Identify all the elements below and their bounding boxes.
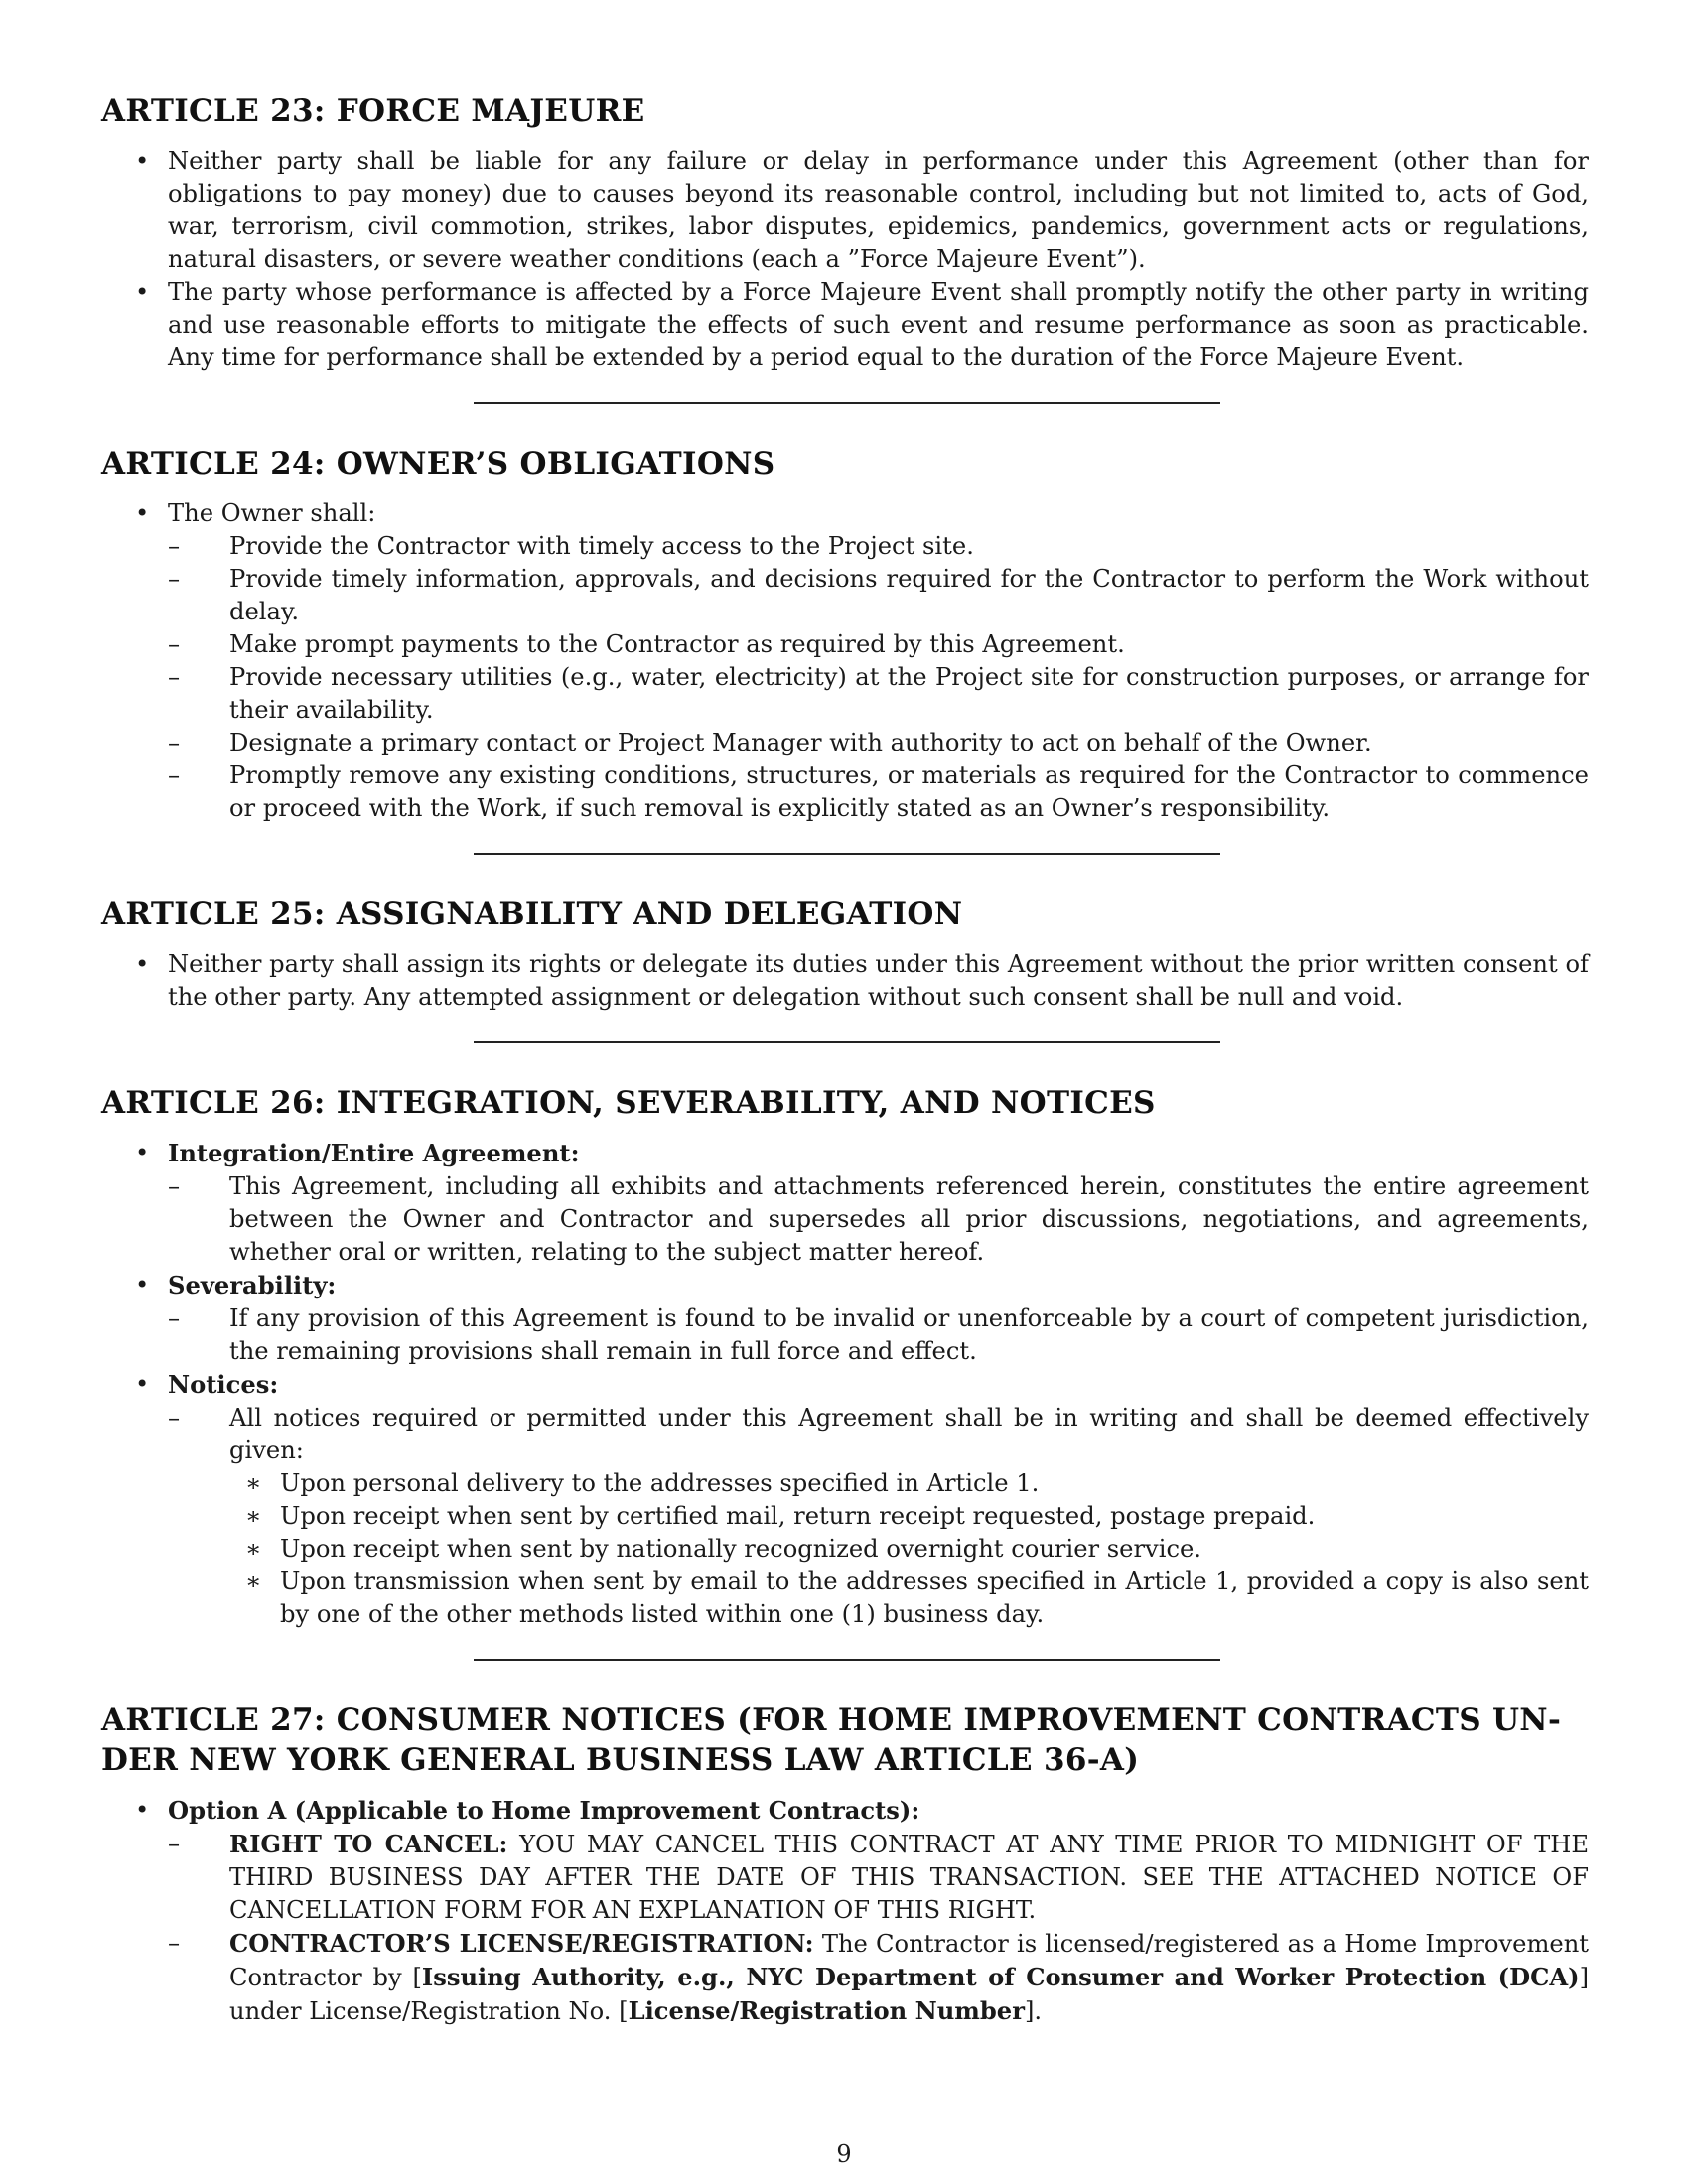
- dash-marker: –: [168, 1304, 181, 1332]
- list-item: [101, 1368, 1589, 1631]
- list-item: [229, 1467, 1589, 1500]
- item-text: Provide necessary utilities (e.g., water, electricity) at the Project site for construction purposes, or arrange for their availability.: [229, 663, 1589, 724]
- license-text-1: The Contractor is licensed/registered as a Home Improvement Contractor by [: [229, 1930, 1590, 1991]
- notices-list: [168, 1402, 1589, 1631]
- asterisk-marker: ∗: [245, 1469, 262, 1497]
- item-text: This Agreement, including all exhibits and attachments referenced herein, constitutes the entire agreement between the Owner and Contractor and supersedes all prior discussions, negotiations, and agreements, whether oral or written, relating to the subject matter hereof.: [229, 1172, 1589, 1266]
- list-item: [229, 1500, 1589, 1533]
- list-item: [168, 1927, 1589, 2028]
- item-text: Provide the Contractor with timely access to the Project site.: [229, 532, 974, 560]
- article-25-list: [101, 948, 1589, 1014]
- list-item: [168, 628, 1589, 661]
- article-27-list: [101, 1794, 1589, 2028]
- list-item: [101, 1794, 1589, 2028]
- list-item: [168, 661, 1589, 727]
- bullet-marker: •: [135, 1139, 150, 1166]
- article-25: [101, 894, 1589, 1014]
- list-item: [101, 1269, 1589, 1368]
- list-item: [229, 1566, 1589, 1631]
- list-item: [168, 1170, 1589, 1269]
- license-label: CONTRACTOR’S LICENSE/REGISTRATION:: [229, 1929, 814, 1958]
- item-text: The Owner shall:: [168, 499, 376, 527]
- asterisk-marker: ∗: [245, 1568, 262, 1595]
- license-text-3: ].: [1024, 1997, 1043, 2025]
- item-text: All notices required or permitted under this Agreement shall be in writing and shall be deemed effectively given:: [229, 1404, 1589, 1464]
- item-text: Make prompt payments to the Contractor as required by this Agreement.: [229, 630, 1125, 658]
- item-text: If any provision of this Agreement is found to be invalid or unenforceable by a court of competent jurisdiction, the remaining provisions shall remain in full force and effect.: [229, 1304, 1589, 1365]
- bullet-marker: •: [135, 499, 150, 527]
- notice-methods-list: [229, 1467, 1589, 1631]
- article-23-list: [101, 145, 1589, 374]
- item-text: Promptly remove any existing conditions, structures, or materials as required for the Contractor to commence or proceed with the Work, if such removal is explicitly stated as an Owner’s responsibility.: [229, 761, 1589, 822]
- item-text: Designate a primary contact or Project Manager with authority to act on behalf of the Owner.: [229, 729, 1372, 756]
- right-to-cancel-text: YOU MAY CANCEL THIS CONTRACT AT ANY TIME PRIOR TO MIDNIGHT OF THE THIRD BUSINESS DAY AFTER THE DATE OF THIS TRANSACTION. SEE THE ATTACHED NOTICE OF CANCELLATION FORM FOR AN EXPLANATION OF THIS RIGHT.: [229, 1831, 1589, 1924]
- dash-marker: –: [168, 1172, 181, 1200]
- list-item: [168, 530, 1589, 563]
- dash-marker: –: [168, 729, 181, 756]
- license-number-placeholder: License/Registration Number: [628, 1996, 1025, 2025]
- section-divider: [474, 1041, 1220, 1043]
- list-item: [168, 727, 1589, 759]
- article-23-title: ARTICLE 23: FORCE MAJEURE: [101, 93, 645, 129]
- section-divider: [474, 402, 1220, 404]
- dash-marker: –: [168, 1929, 181, 1957]
- article-26: [101, 1083, 1589, 1631]
- bullet-marker: •: [135, 278, 150, 306]
- list-item: [101, 145, 1589, 276]
- section-divider: [474, 853, 1220, 855]
- dash-marker: –: [168, 630, 181, 658]
- document-page: [101, 91, 1589, 2028]
- item-text: The party whose performance is affected by a Force Majeure Event shall promptly notify the other party in writing and use reasonable efforts to mitigate the effects of such event and resume performance as soon as practicable. Any time for performance shall be extended by a period equal to the duration of the Force Majeure Event.: [168, 278, 1589, 371]
- list-item: [168, 1302, 1589, 1368]
- list-item: [101, 497, 1589, 825]
- owner-obligations-list: [168, 530, 1589, 825]
- dash-marker: –: [168, 663, 181, 691]
- dash-marker: –: [168, 1404, 181, 1432]
- list-item: [101, 1137, 1589, 1269]
- severability-list: [168, 1302, 1589, 1368]
- bullet-marker: •: [135, 147, 150, 175]
- item-text: Upon transmission when sent by email to the addresses specified in Article 1, provided a copy is also sent by one of the other methods listed within one (1) business day.: [280, 1568, 1589, 1628]
- list-item: [101, 276, 1589, 374]
- list-item: [168, 563, 1589, 628]
- article-27-title-line-2: DER NEW YORK GENERAL BUSINESS LAW ARTICLE 36-A): [101, 1742, 1140, 1778]
- item-text: Upon receipt when sent by certified mail, return receipt requested, postage prepaid.: [280, 1502, 1316, 1530]
- right-to-cancel-label: RIGHT TO CANCEL:: [229, 1830, 508, 1858]
- article-27: [101, 1701, 1589, 2028]
- article-25-title: ARTICLE 25: ASSIGNABILITY AND DELEGATION: [101, 896, 963, 932]
- severability-heading: Severability:: [168, 1271, 337, 1299]
- article-24: [101, 444, 1589, 825]
- dash-marker: –: [168, 532, 181, 560]
- integration-heading: Integration/Entire Agreement:: [168, 1139, 580, 1167]
- article-26-title: ARTICLE 26: INTEGRATION, SEVERABILITY, AND NOTICES: [101, 1085, 1156, 1121]
- issuing-authority-placeholder: Issuing Authority, e.g., NYC Department of Consumer and Worker Protection (DCA): [421, 1963, 1580, 1991]
- article-27-title-line-1: ARTICLE 27: CONSUMER NOTICES (FOR HOME IMPROVEMENT CONTRACTS UN-: [101, 1703, 1562, 1738]
- bullet-marker: •: [135, 1796, 150, 1824]
- bullet-marker: •: [135, 950, 150, 978]
- article-27-title: [101, 1701, 1589, 1780]
- item-text: Upon receipt when sent by nationally recognized overnight courier service.: [280, 1535, 1201, 1563]
- list-item: [168, 759, 1589, 825]
- section-divider: [474, 1659, 1220, 1661]
- list-item: [229, 1533, 1589, 1566]
- dash-marker: –: [168, 761, 181, 789]
- license-text-2: ] under License/Registration No. [: [229, 1964, 1590, 2025]
- consumer-notices-list: [168, 1828, 1589, 2028]
- article-24-title: ARTICLE 24: OWNER’S OBLIGATIONS: [101, 446, 775, 481]
- option-a-heading: Option A (Applicable to Home Improvement Contracts):: [168, 1796, 920, 1825]
- page-number: 9: [836, 2140, 852, 2168]
- list-item: [168, 1402, 1589, 1631]
- item-text: Neither party shall assign its rights or delegate its duties under this Agreement without the prior written consent of the other party. Any attempted assignment or delegation without such consent shall be null and void.: [168, 950, 1589, 1011]
- integration-list: [168, 1170, 1589, 1269]
- dash-marker: –: [168, 565, 181, 593]
- item-text: Provide timely information, approvals, and decisions required for the Contractor to perform the Work without delay.: [229, 565, 1589, 625]
- notices-heading: Notices:: [168, 1370, 279, 1399]
- list-item: [168, 1828, 1589, 1927]
- asterisk-marker: ∗: [245, 1502, 262, 1530]
- asterisk-marker: ∗: [245, 1535, 262, 1563]
- article-26-list: [101, 1137, 1589, 1631]
- article-24-list: [101, 497, 1589, 825]
- dash-marker: –: [168, 1830, 181, 1857]
- list-item: [101, 948, 1589, 1014]
- item-text: Upon personal delivery to the addresses specified in Article 1.: [280, 1469, 1040, 1497]
- bullet-marker: •: [135, 1370, 150, 1398]
- article-23: [101, 91, 1589, 374]
- item-text: Neither party shall be liable for any failure or delay in performance under this Agreement (other than for obligations to pay money) due to causes beyond its reasonable control, including but not limited to, acts of God, war, terrorism, civil commotion, strikes, labor disputes, epidemics, pandemics, government acts or regulations, natural disasters, or severe weather conditions (each a ”Force Majeure Event”).: [168, 147, 1589, 273]
- bullet-marker: •: [135, 1271, 150, 1298]
